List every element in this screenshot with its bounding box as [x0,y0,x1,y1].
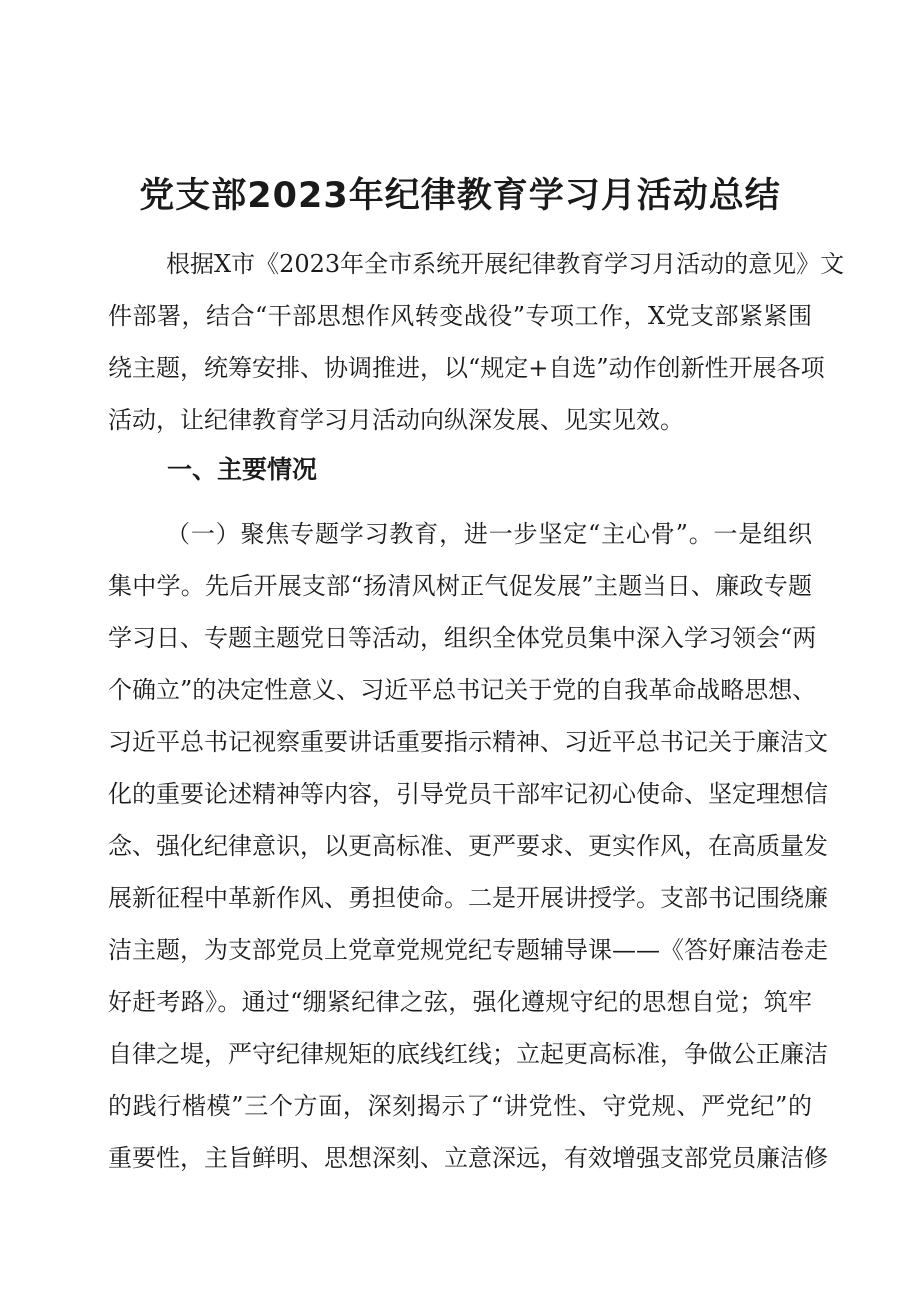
intro-line: 活动，让纪律教育学习月活动向纵深发展、见实见效。 [108,406,684,434]
section1-line: （一）聚焦专题学习教育，进一步坚定“主心骨”。一是组织 [166,520,812,548]
section1-paragraph [108,508,828,1184]
section1-line: 个确立”的决定性意义、习近平总书记关于党的自我革命战略思想、 [108,676,817,704]
intro-line: 根据X市《2023年全市系统开展纪律教育学习月活动的意见》文 [166,250,845,278]
section1-line: 好赶考路》。通过“绷紧纪律之弦，强化遵规守纪的思想自觉；筑牢 [108,988,812,1016]
section1-line: 集中学。先后开展支部“扬清风树正气促发展”主题当日、廉政专题 [108,572,812,600]
section1-line: 洁主题，为支部党员上党章党规党纪专题辅导课——《答好廉洁卷走 [108,936,828,964]
section1-line: 化的重要论述精神等内容，引导党员干部牢记初心使命、坚定理想信 [108,780,828,808]
intro-paragraph [108,238,845,446]
section-heading: 一、主要情况 [167,455,318,484]
intro-line: 件部署，结合“干部思想作风转变战役”专项工作，X党支部紧紧围 [108,302,812,330]
section1-line: 学习日、专题主题党日等活动，组织全体党员集中深入学习领会“两 [108,624,817,652]
section1-line: 习近平总书记视察重要讲话重要指示精神、习近平总书记关于廉洁文 [108,728,828,756]
section1-line: 重要性，主旨鲜明、思想深刻、立意深远，有效增强支部党员廉洁修 [108,1144,828,1172]
section1-line: 自律之堤，严守纪律规矩的底线红线；立起更高标准，争做公正廉洁 [108,1040,828,1068]
section1-line: 的践行楷模”三个方面，深刻揭示了“讲党性、守党规、严党纪”的 [108,1092,812,1120]
intro-line: 绕主题，统筹安排、协调推进，以“规定+自选”动作创新性开展各项 [108,354,825,382]
section1-line: 念、强化纪律意识，以更高标准、更严要求、更实作风，在高质量发 [108,832,828,860]
section1-line: 展新征程中革新作风、勇担使命。二是开展讲授学。支部书记围绕廉 [108,884,828,912]
document-title: 党支部2023年纪律教育学习月活动总结 [139,176,781,216]
